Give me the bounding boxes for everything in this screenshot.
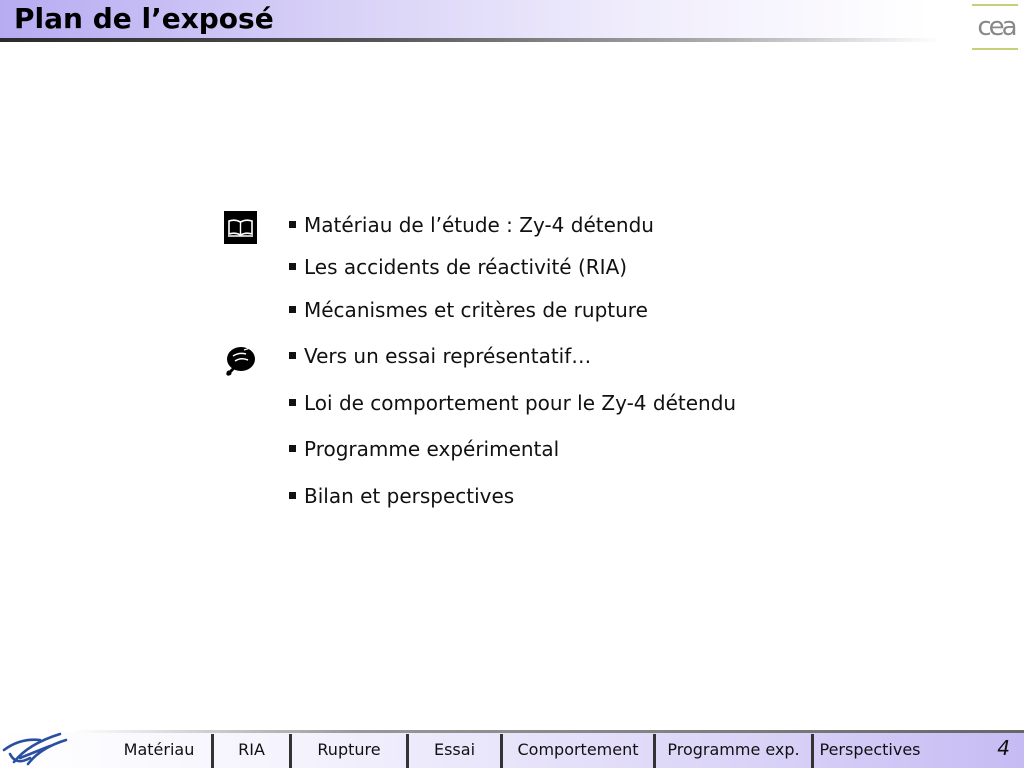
- outline-item-essai: [289, 344, 591, 368]
- bullet-icon: [289, 492, 296, 499]
- bullet-icon: [289, 445, 296, 452]
- bullet-icon: [289, 221, 296, 228]
- nav-rupture[interactable]: Rupture: [317, 740, 381, 759]
- title-underline: [0, 38, 940, 42]
- book-icon: [224, 211, 257, 244]
- bullet-icon: [289, 306, 296, 313]
- outline-item-label: Loi de comportement pour le Zy-4 détendu: [304, 391, 737, 415]
- outline-item-label: Programme expérimental: [304, 437, 560, 461]
- nav-materiau[interactable]: Matériau: [123, 740, 195, 759]
- outline-item-materiau: [289, 213, 654, 237]
- outline-item-rupture: [289, 298, 648, 322]
- outline-item-label: Vers un essai représentatif…: [304, 344, 592, 368]
- outline-item-label: Bilan et perspectives: [304, 484, 515, 508]
- slide-title: Plan de l’exposé: [14, 2, 274, 35]
- nav-programme-exp[interactable]: Programme exp.: [667, 740, 800, 759]
- outline-item-label: Matériau de l’étude : Zy-4 détendu: [304, 213, 654, 237]
- nav-comportement[interactable]: Comportement: [517, 740, 639, 759]
- footer-logo-icon: [0, 728, 72, 768]
- cea-logo: [972, 4, 1020, 52]
- page-number: 4: [997, 736, 1010, 760]
- outline-item-label: Les accidents de réactivité (RIA): [304, 255, 628, 279]
- bullet-icon: [289, 352, 296, 359]
- bullet-icon: [289, 263, 296, 270]
- nav-perspectives[interactable]: Perspectives: [819, 740, 921, 759]
- outline-item-label: Mécanismes et critères de rupture: [304, 298, 648, 322]
- bullet-icon: [289, 399, 296, 406]
- logo-top-line: [972, 4, 1018, 6]
- logo-text: cea: [977, 12, 1015, 42]
- outline-item-comportement: [289, 391, 736, 415]
- logo-bottom-line: [972, 48, 1018, 50]
- outline-item-ria: [289, 255, 627, 279]
- footer-rule: [70, 730, 1024, 733]
- outline-item-programme: [289, 437, 559, 461]
- hand-writing-icon: [224, 344, 257, 377]
- outline-item-perspectives: [289, 484, 514, 508]
- nav-essai[interactable]: Essai: [433, 740, 476, 759]
- nav-ria[interactable]: RIA: [238, 740, 265, 759]
